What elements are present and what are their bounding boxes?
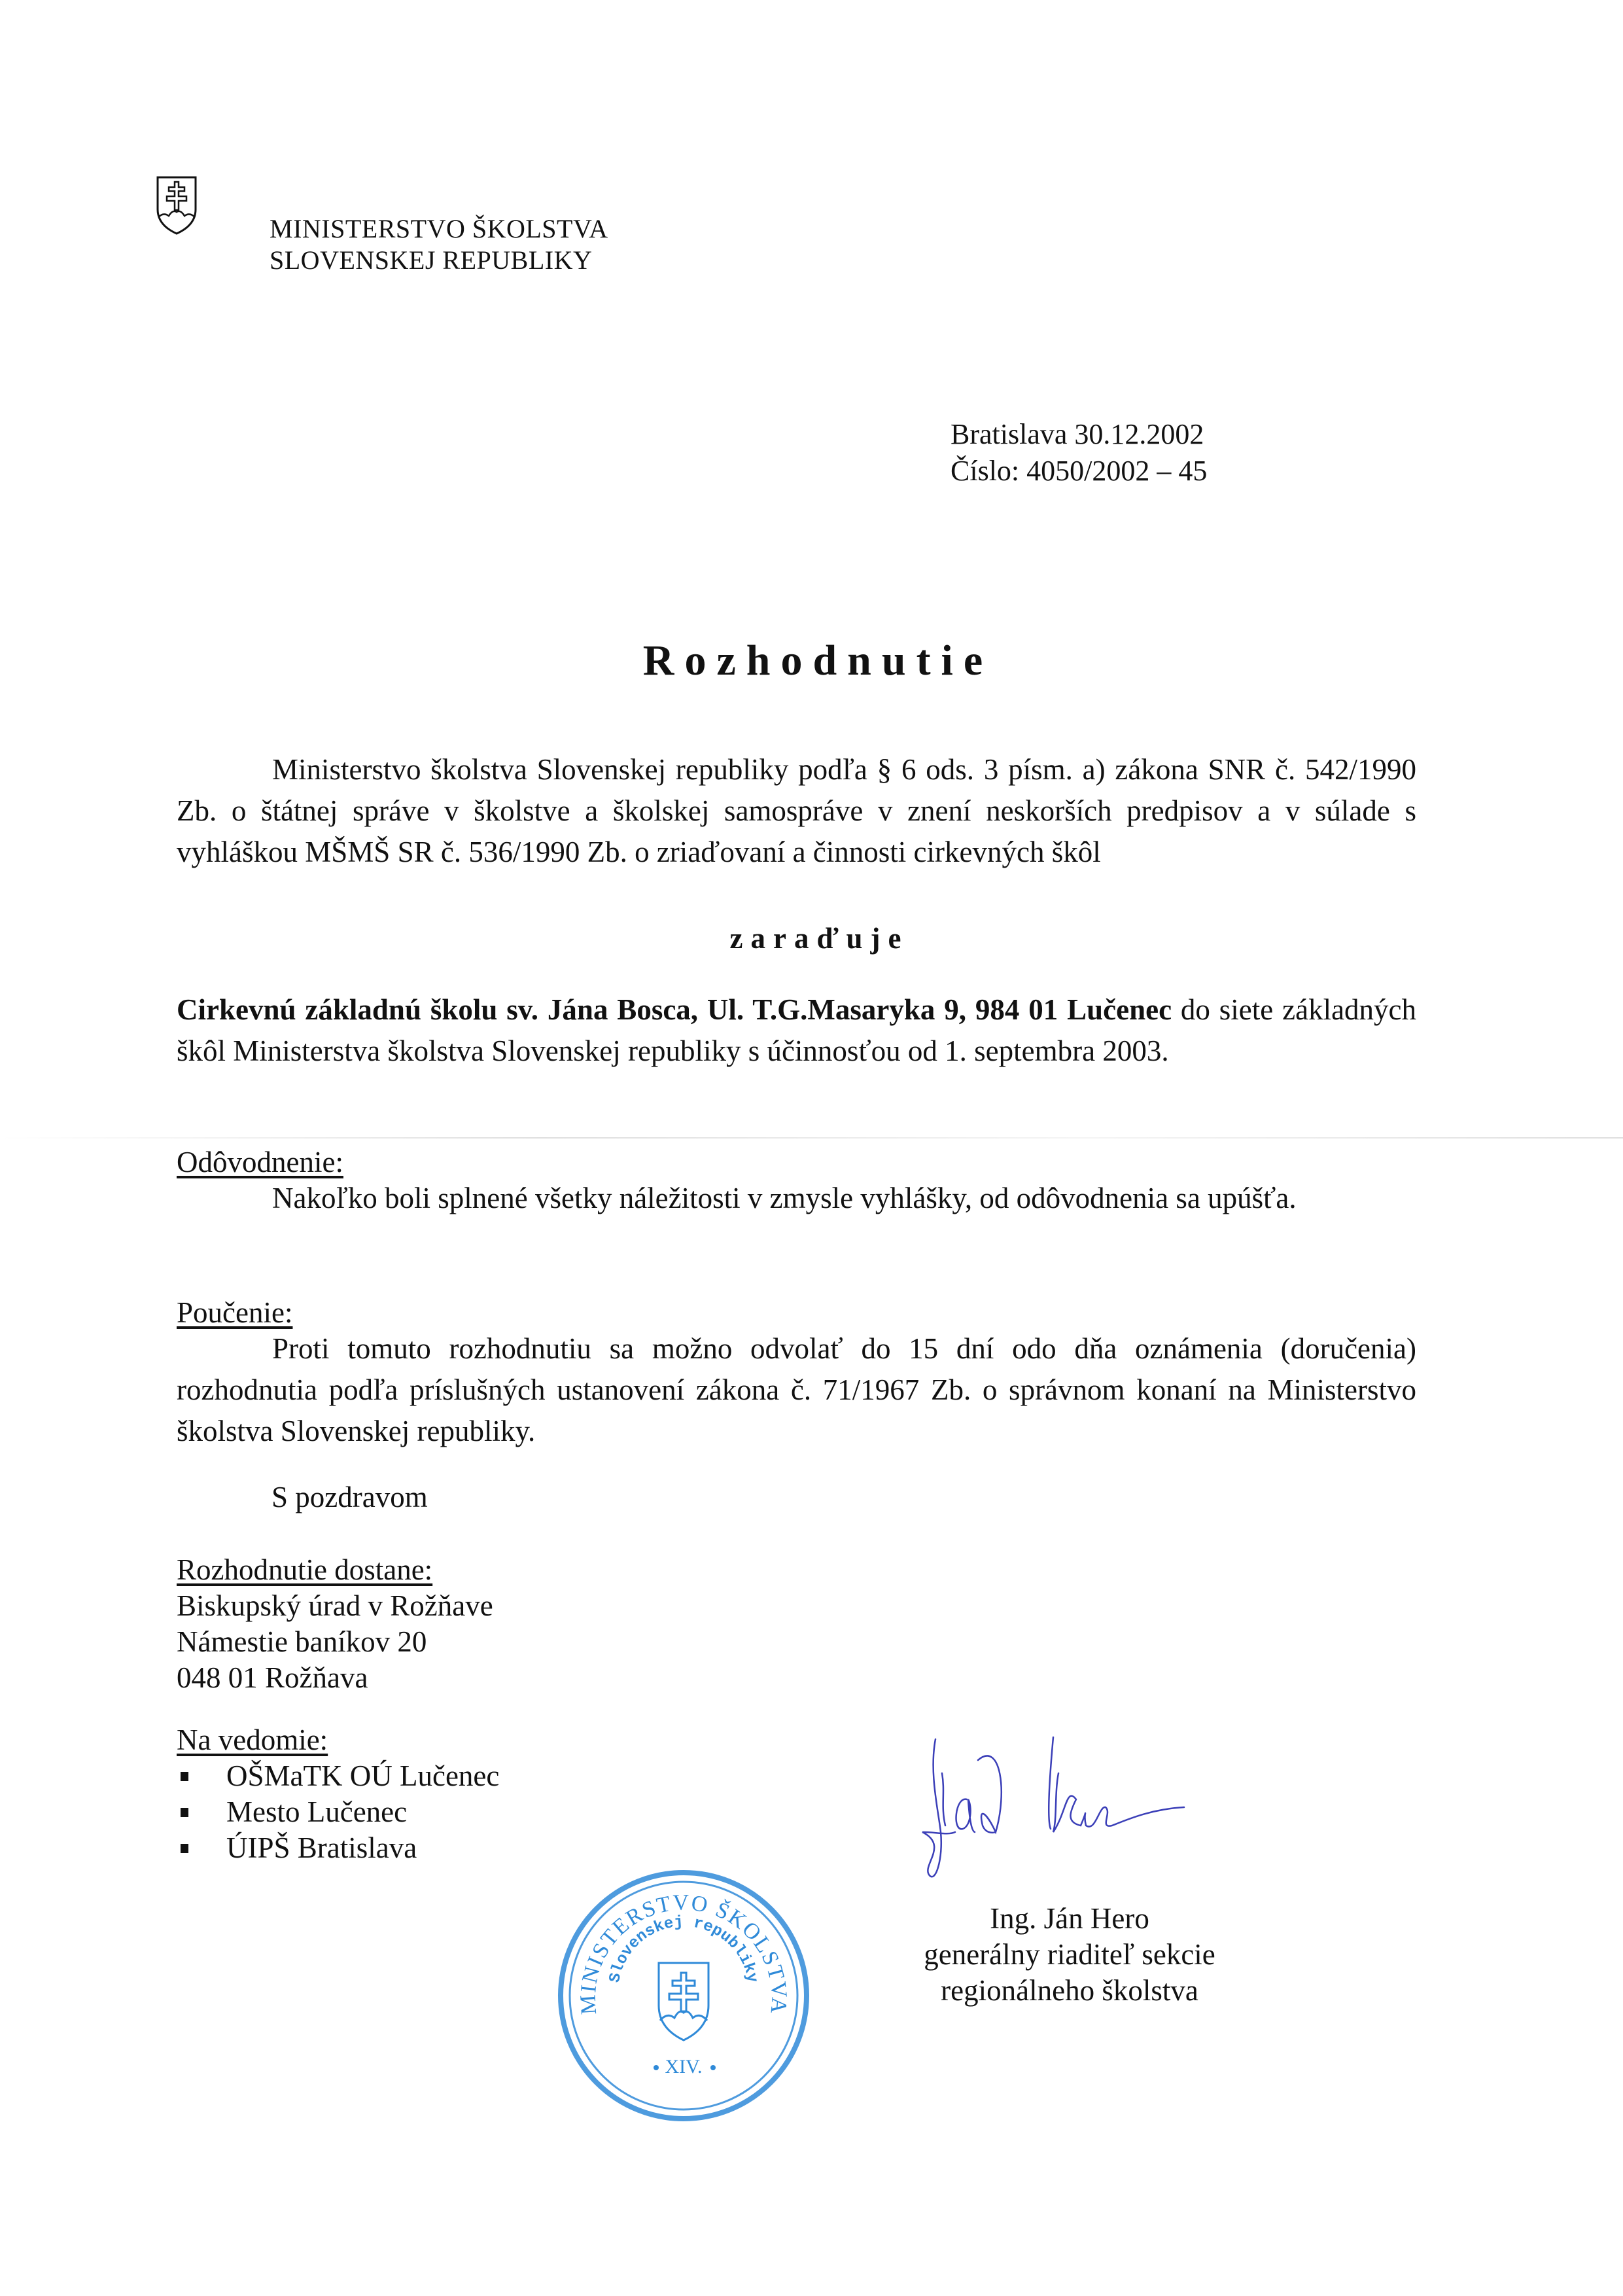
reference-number: Číslo: 4050/2002 – 45 bbox=[951, 455, 1208, 487]
recipient-line: Biskupský úrad v Rožňave bbox=[177, 1589, 493, 1622]
letterhead bbox=[270, 213, 608, 276]
official-stamp bbox=[553, 1865, 814, 2127]
recipient-line: 048 01 Rožňava bbox=[177, 1661, 368, 1694]
handwritten-signature bbox=[909, 1734, 1197, 1891]
scan-fold-line bbox=[0, 1137, 1623, 1139]
instruction-heading: Poučenie: bbox=[177, 1296, 293, 1329]
signer-block bbox=[870, 1901, 1269, 2009]
recipients-heading: Rozhodnutie dostane: bbox=[177, 1553, 433, 1586]
intro-paragraph: Ministerstvo školstva Slovenskej republiky podľa § 6 ods. 3 písm. a) zákona SNR č. 542/1990 Zb. o štátnej správe v školstve a školskej samospráve v znení neskorších predpisov a v súlade s vyhláškou MŠMŠ SR č. 536/1990 Zb. o zriaďovaní a činnosti cirkevných škôl bbox=[177, 753, 1416, 868]
slovak-coat-of-arms-icon bbox=[156, 175, 198, 236]
decision-paragraph bbox=[177, 989, 1416, 1072]
justification-heading: Odôvodnenie: bbox=[177, 1146, 343, 1178]
closing-greeting: S pozdravom bbox=[271, 1481, 428, 1513]
list-item bbox=[177, 1794, 499, 1830]
signer-position-line2: regionálneho školstva bbox=[941, 1974, 1198, 2007]
place-date: Bratislava 30.12.2002 bbox=[951, 418, 1204, 450]
bullet-icon bbox=[181, 1844, 188, 1853]
letterhead-line2: SLOVENSKEJ REPUBLIKY bbox=[270, 245, 593, 275]
list-item-label: Mesto Lučenec bbox=[226, 1795, 408, 1828]
document-title: Rozhodnutie bbox=[642, 637, 994, 684]
justification-text: Nakoľko boli splnené všetky náležitosti v zmysle vyhlášky, od odôvodnenia sa upúšťa. bbox=[272, 1182, 1297, 1214]
bullet-icon bbox=[181, 1808, 188, 1817]
stamp-outer-text: MINISTERSTVO ŠKOLSTVA bbox=[576, 1890, 792, 2016]
date-reference-block bbox=[951, 416, 1207, 489]
list-item bbox=[177, 1758, 499, 1794]
letterhead-line1: MINISTERSTVO ŠKOLSTVA bbox=[270, 214, 608, 243]
for-info-heading: Na vedomie: bbox=[177, 1723, 328, 1756]
recipients-block bbox=[177, 1552, 493, 1696]
list-item-label: ÚIPŠ Bratislava bbox=[226, 1831, 417, 1864]
signer-position-line1: generálny riaditeľ sekcie bbox=[924, 1938, 1215, 1971]
stamp-coat-of-arms-icon bbox=[659, 1963, 708, 2040]
for-info-block bbox=[177, 1722, 499, 1866]
decision-rest: do siete základných škôl Ministerstva školstva Slovenskej republiky s účinnosťou od 1. septembra 2003. bbox=[177, 993, 1417, 1067]
instruction-text: Proti tomuto rozhodnutiu sa možno odvolať do 15 dní odo dňa oznámenia (doručenia) rozhodnutia podľa príslušných ustanovení zákona č. 71/1967 Zb. o správnom konaní na Ministerstvo školstva Slovenskej republiky. bbox=[177, 1332, 1416, 1447]
recipient-line: Námestie baníkov 20 bbox=[177, 1625, 427, 1658]
school-name: Cirkevnú základnú školu sv. Jána Bosca, Ul. T.G.Masaryka 9, 984 01 Lučenec bbox=[177, 993, 1172, 1026]
signer-name: Ing. Ján Hero bbox=[990, 1902, 1149, 1935]
stamp-number: XIV. bbox=[665, 2056, 703, 2077]
bullet-icon bbox=[181, 1772, 188, 1781]
verdict-word: zaraďuje bbox=[729, 922, 909, 955]
list-item-label: OŠMaTK OÚ Lučenec bbox=[226, 1759, 500, 1792]
stamp-inner-text: Slovenskej republiky bbox=[606, 1913, 761, 1985]
list-item bbox=[177, 1830, 499, 1866]
